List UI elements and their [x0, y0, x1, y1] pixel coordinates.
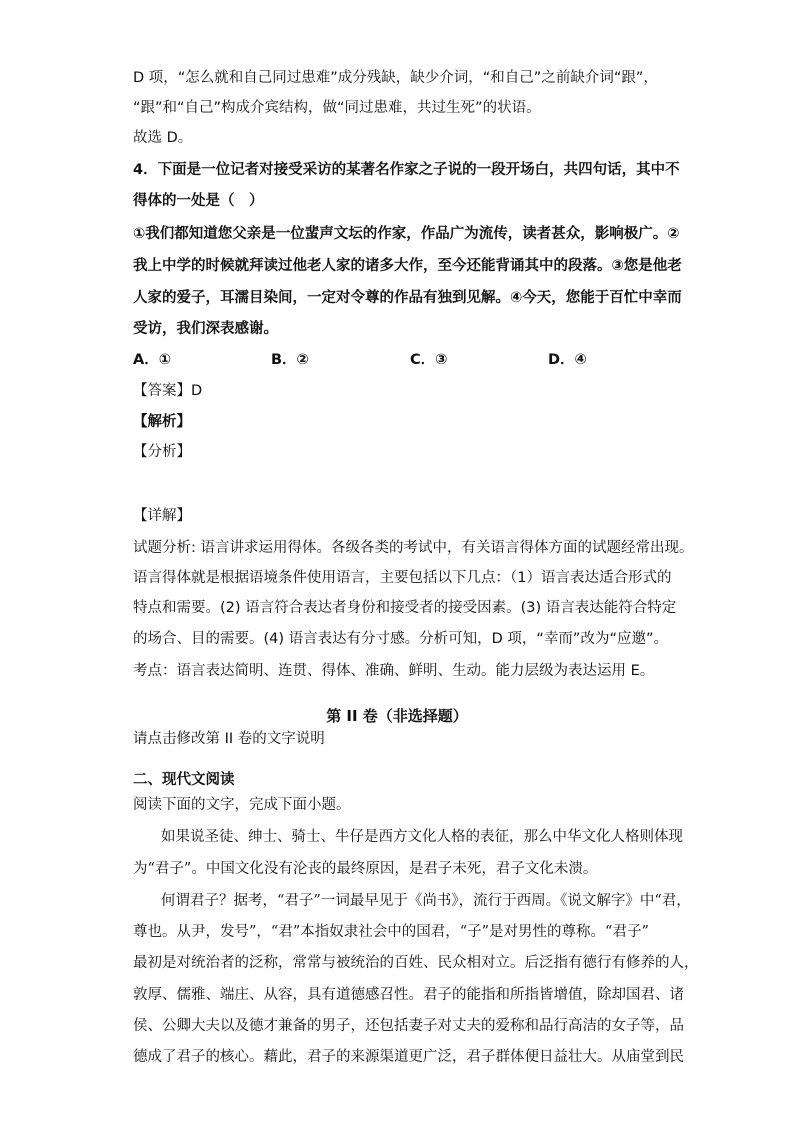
passage-para-2-line-1: 何谓君子？据考，“君子”一词最早见于《尚书》，流行于西周。《说文解字》中“君，	[161, 893, 691, 909]
answer-line: 【答案】D	[133, 383, 203, 399]
section-2-title: 第 II 卷（非选择题）	[326, 707, 468, 725]
prev-explanation-line-2: “跟”和“自己”构成介宾结构，做“同过患难，共过生死”的状语。	[133, 100, 541, 116]
detail-line-5: 考点：语言表达简明、连贯、得体、准确、鲜明、生动。能力层级为表达运用 E。	[133, 663, 655, 679]
passage-para-2-line-2: 尊也。从尹，发号”，“君”本指奴隶社会中的国君，“子”是对男性的尊称。“君子”	[133, 924, 649, 940]
passage-para-2-line-6: 德成了君子的核心。藉此，君子的来源渠道更广泛，君子群体便日益壮大。从庙堂到民	[133, 1049, 684, 1065]
question-4-stem-line-2: 得体的一处是（ ）	[133, 193, 264, 209]
detail-line-3: 特点和需要。(2) 语言符合表达者身份和接受者的接受因素。(3) 语言表达能符合特定	[133, 600, 677, 616]
section-2-note: 请点击修改第 II 卷的文字说明	[133, 731, 325, 747]
passage-para-1-line-2: 为“君子”。中国文化没有沦丧的最终原因，是君子未死，君子文化未溃。	[133, 861, 598, 877]
passage-para-2-line-3: 最初是对统治者的泛称，常常与被统治的百姓、民众相对立。后泛指有德行有修养的人，	[133, 955, 699, 971]
question-4-passage-line-1: ①我们都知道您父亲是一位蜚声文坛的作家，作品广为流传，读者甚众，影响极广。②	[133, 226, 680, 242]
detail-line-2: 语言得体就是根据语境条件使用语言，主要包括以下几点：（1）语言表达适合形式的	[133, 570, 672, 586]
analysis-label: 【解析】	[133, 414, 191, 430]
question-4-passage-line-4: 受访，我们深表感谢。	[133, 321, 278, 337]
option-d: D．④	[548, 352, 587, 368]
detail-label: 【详解】	[133, 508, 191, 524]
passage-para-2-line-4: 敦厚、儒雅、端庄、从容，具有道德感召性。君子的能指和所指皆增值，除却国君、诸	[133, 987, 684, 1003]
passage-para-1-line-1: 如果说圣徒、绅士、骑士、牛仔是西方文化人格的表征，那么中华文化人格则体现	[161, 829, 683, 845]
question-4-passage-line-3: 人家的爱子，耳濡目染间，一定对令尊的作品有独到见解。④今天，您能于百忙中幸而	[133, 290, 682, 306]
question-4-passage-line-2: 我上中学的时候就拜读过他老人家的诸多大作，至今还能背诵其中的段落。③您是他老	[133, 258, 682, 274]
prev-conclusion: 故选 D。	[133, 130, 193, 146]
option-a: A．①	[133, 352, 171, 368]
question-4-stem-line-1: 4．下面是一位记者对接受采访的某著名作家之子说的一段开场白，共四句话，其中不	[133, 162, 680, 178]
option-c: C．③	[410, 352, 448, 368]
detail-line-4: 的场合、目的需要。(4) 语言表达有分寸感。分析可知，D 项，“幸而”改为“应邀”。	[133, 631, 668, 647]
passage-para-2-line-5: 侯、公卿大夫以及德才兼备的男子，还包括妻子对丈夫的爱称和品行高洁的女子等，品	[133, 1018, 684, 1034]
fenxi-label: 【分析】	[133, 444, 191, 460]
reading-instruction: 阅读下面的文字，完成下面小题。	[133, 797, 351, 813]
prev-explanation-line-1: D 项，“怎么就和自己同过患难”成分残缺，缺少介词，“和自己”之前缺介词“跟”，	[133, 70, 658, 86]
option-b: B．②	[271, 352, 309, 368]
detail-line-1: 试题分析: 语言讲求运用得体。各级各类的考试中，有关语言得体方面的试题经常出现。	[133, 540, 694, 556]
part-2-heading: 二、现代文阅读	[133, 772, 235, 788]
